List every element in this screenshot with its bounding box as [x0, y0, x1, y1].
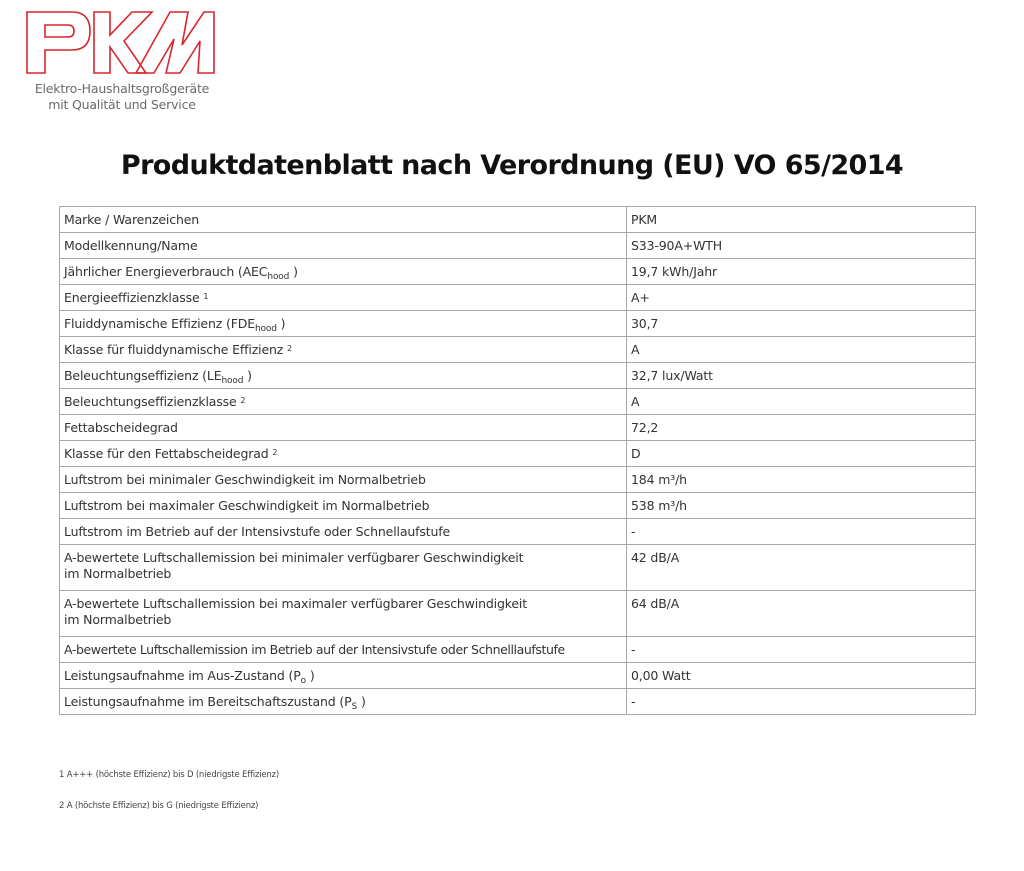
row-value: 19,7 kWh/Jahr [627, 259, 976, 285]
footnote-ref: 1 [203, 291, 209, 301]
label-text: Luftstrom bei maximaler Geschwindigkeit im Normalbetrieb [64, 497, 430, 513]
footnote-2: 2 A (höchste Effizienz) bis G (niedrigste Effizienz) [59, 801, 259, 811]
label-text: Leistungsaufnahme im Bereitschaftszustand (P [64, 693, 352, 709]
label-text: Beleuchtungseffizienzklasse [64, 393, 237, 409]
label-text: Beleuchtungseffizienz (LE [64, 367, 222, 383]
footnote-1: 1 A+++ (höchste Effizienz) bis D (niedrigste Effizienz) [59, 770, 279, 780]
row-value: - [627, 519, 976, 545]
product-data-table [59, 206, 976, 715]
label-end: ) [293, 263, 298, 279]
label-end: ) [309, 667, 315, 683]
row-label [60, 591, 627, 637]
row-value: 0,00 Watt [627, 663, 976, 689]
label-text: Klasse für den Fettabscheidegrad [64, 445, 269, 461]
row-label [60, 259, 627, 285]
label-text: Fluiddynamische Effizienz (FDE [64, 315, 255, 331]
table-row [60, 467, 976, 493]
label-subscript: hood [254, 323, 277, 334]
row-label [60, 207, 627, 233]
row-label [60, 545, 627, 591]
label-end: ) [360, 693, 366, 709]
label-end: ) [247, 367, 252, 383]
table-row [60, 337, 976, 363]
row-value: S33-90A+WTH [627, 233, 976, 259]
row-label [60, 311, 627, 337]
footnote-ref: 2 [287, 343, 292, 353]
row-value: A [627, 337, 976, 363]
table-row [60, 493, 976, 519]
label-text: Modellkennung/Name [64, 237, 198, 253]
row-label [60, 285, 627, 311]
row-value: 72,2 [627, 415, 976, 441]
label-text: A-bewertete Luftschallemission bei minimaler verfügbarer Geschwindigkeit [64, 550, 524, 565]
row-label [60, 415, 627, 441]
row-value: 32,7 lux/Watt [627, 363, 976, 389]
page-title: Produktdatenblatt nach Verordnung (EU) VO 65/2014 [120, 150, 904, 181]
table-row [60, 519, 976, 545]
label-text: Luftstrom im Betrieb auf der Intensivstufe oder Schnellaufstufe [64, 523, 451, 539]
label-text: A-bewertete Luftschallemission bei maximaler verfügbarer Geschwindigkeit [64, 596, 528, 611]
row-value: - [627, 689, 976, 715]
row-label [60, 689, 627, 715]
label-subscript: hood [221, 375, 244, 386]
footnote-ref: 2 [240, 395, 246, 405]
row-label [60, 337, 627, 363]
row-value: 64 dB/A [627, 591, 976, 637]
logo-tagline-line1: Elektro-Haushaltsgroßgeräte [34, 81, 210, 96]
row-label [60, 519, 627, 545]
table-row [60, 389, 976, 415]
table-row [60, 689, 976, 715]
table-row [60, 285, 976, 311]
label-text: Leistungsaufnahme im Aus-Zustand (P [64, 667, 301, 683]
row-value: A+ [627, 285, 976, 311]
label-subscript: hood [267, 271, 290, 282]
table-row [60, 207, 976, 233]
table-row [60, 259, 976, 285]
table-row [60, 591, 976, 637]
table-row [60, 233, 976, 259]
pkm-logo [24, 9, 224, 119]
label-subscript: o [300, 675, 306, 686]
row-label [60, 233, 627, 259]
table-row [60, 363, 976, 389]
row-value: 538 m³/h [627, 493, 976, 519]
label-text-line2: im Normalbetrieb [64, 566, 172, 581]
row-label [60, 389, 627, 415]
label-text: Marke / Warenzeichen [64, 211, 200, 227]
table-row [60, 545, 976, 591]
label-subscript: S [351, 701, 358, 712]
table-row [60, 311, 976, 337]
table-row [60, 441, 976, 467]
row-value: 42 dB/A [627, 545, 976, 591]
row-value: - [627, 637, 976, 663]
row-label [60, 493, 627, 519]
label-text: Klasse für fluiddynamische Effizienz [64, 341, 284, 357]
pkm-logo-mark-icon [24, 9, 216, 77]
row-value: PKM [627, 207, 976, 233]
label-text: Luftstrom bei minimaler Geschwindigkeit im Normalbetrieb [64, 471, 426, 487]
footnote-ref: 2 [272, 447, 278, 457]
row-value: 30,7 [627, 311, 976, 337]
row-label [60, 363, 627, 389]
label-text: Energieeffizienzklasse [64, 289, 200, 305]
row-label [60, 663, 627, 689]
label-text: A-bewertete Luftschallemission im Betrieb auf der Intensivstufe oder Schnelllaufstufe [64, 641, 565, 657]
logo-tagline-line2: mit Qualität und Service [48, 97, 196, 112]
row-label [60, 441, 627, 467]
table-row [60, 637, 976, 663]
label-text: Fettabscheidegrad [64, 419, 178, 435]
table-row [60, 415, 976, 441]
row-value: D [627, 441, 976, 467]
row-label [60, 637, 627, 663]
label-text-line2: im Normalbetrieb [64, 612, 172, 627]
row-value: A [627, 389, 976, 415]
label-text: Jährlicher Energieverbrauch (AEC [64, 263, 268, 279]
row-label [60, 467, 627, 493]
label-end: ) [280, 315, 286, 331]
table-row [60, 663, 976, 689]
row-value: 184 m³/h [627, 467, 976, 493]
